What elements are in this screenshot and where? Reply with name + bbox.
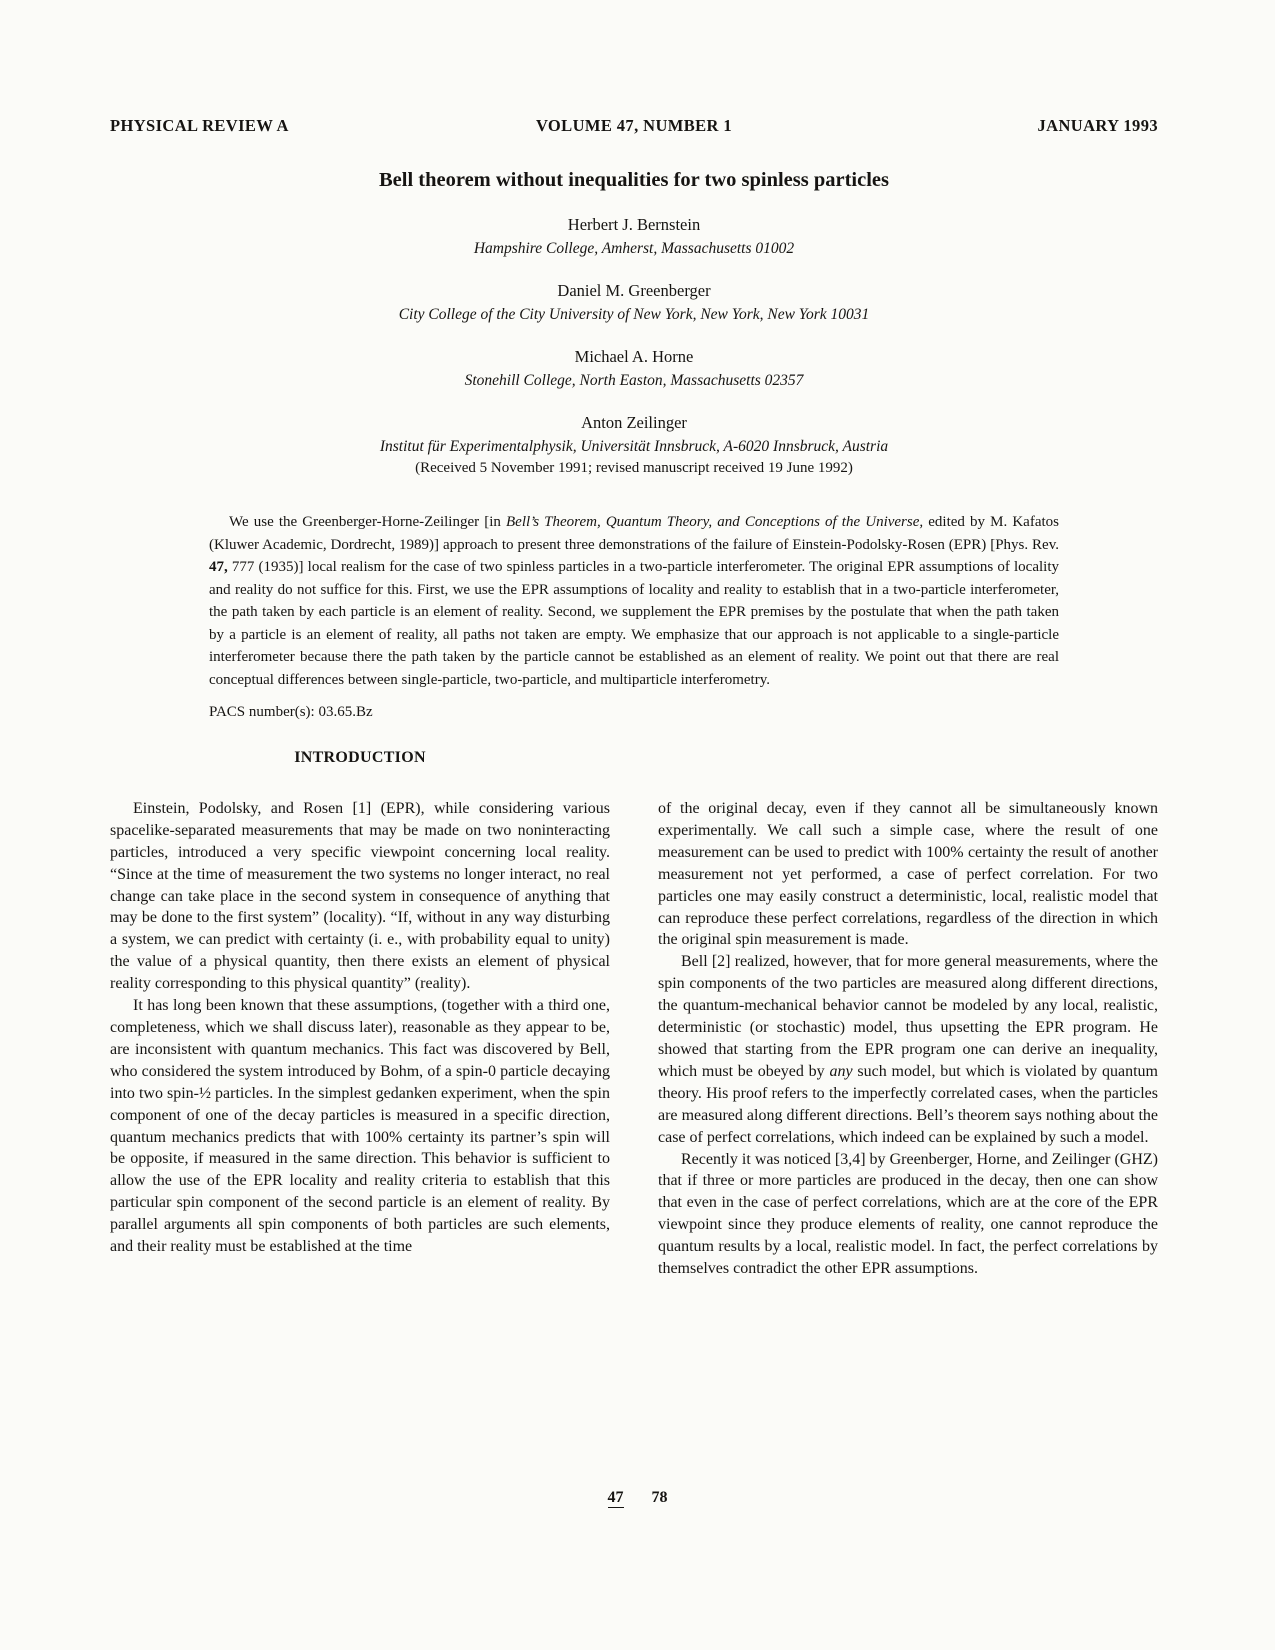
- paragraph: [110, 798, 610, 995]
- paragraph: [658, 951, 1158, 1148]
- author-name: Herbert J. Bernstein: [567, 215, 701, 234]
- author-block: [110, 347, 1158, 390]
- received-line: (Received 5 November 1991; revised manuscript received 19 June 1992): [415, 460, 853, 476]
- author-name: Anton Zeilinger: [581, 413, 687, 432]
- author-affiliation: Stonehill College, North Easton, Massachusetts 02357: [464, 372, 804, 389]
- text-run: It has long been known that these assumptions, (together with a third one, completeness, which we shall discuss later), reasonable as they appear to be, are inconsistent with quantum mechanics. This fact was discovered by Bell, who considered the system introduced by Bohm, of a spin-0 particle decaying into two spin-½ particles. In the simplest gedanken experiment, when the spin component of one of the decay particles is measured in a specific direction, quantum mechanics predicts that with 100% certainty its partner’s spin will be opposite, if measured in the same direction. This behavior is sufficient to allow the use of the EPR locality and reality criteria to establish that this particular spin component of the second particle is an element of reality. By parallel arguments all spin components of both particles are such elements, and their reality must be established at the time: [110, 997, 610, 1256]
- text-run: any: [829, 1062, 853, 1080]
- text-run: 777 (1935)] local realism for the case of two spinless particles in a two-particle interferometer. The original EPR assumptions of locality and reality do not suffice for this. First, we use the EPR assumptions of locality and reality to establish that in a two-particle interferometer, the path taken by each particle is an element of reality. Second, we supplement the EPR premises by the postulate that when the path taken by a particle is an element of reality, all paths not taken are empty. We emphasize that our approach is not applicable to a single-particle interferometer because there the path taken by the particle cannot be established as an element of reality. We point out that there are real conceptual differences between single-particle, two-particle, and multiparticle interferometry.: [209, 559, 1059, 688]
- two-column-body: [110, 747, 1158, 1280]
- paragraph: [110, 995, 610, 1258]
- journal-volume-number: VOLUME 47, NUMBER 1: [535, 116, 733, 135]
- text-run: Einstein, Podolsky, and Rosen [1] (EPR), while considering various spacelike-separated measurements that may be made on two noninteracting particles, introduced a very specific viewpoint concerning local reality. “Since at the time of measurement the two systems no longer interact, no real change can take place in the second system in consequence of anything that may be done to the first system” (locality). “If, without in any way disturbing a system, we can predict with certainty (i. e., with probability equal to unity) the value of a physical quantity, then there exists an element of physical reality corresponding to this physical quantity” (reality).: [110, 799, 610, 993]
- author-affiliation: Hampshire College, Amherst, Massachusetts 01002: [473, 240, 795, 257]
- author-name: Michael A. Horne: [574, 347, 694, 366]
- authors-list: [110, 215, 1158, 456]
- footer-page-number: 78: [651, 1489, 668, 1506]
- right-column: [658, 747, 1158, 1280]
- section-heading-introduction: INTRODUCTION: [294, 749, 426, 766]
- author-affiliation: Institut für Experimentalphysik, Universität Innsbruck, A-6020 Innsbruck, Austria: [379, 438, 889, 455]
- author-block: [110, 413, 1158, 456]
- text-run: such model, but which is violated by quantum theory. His proof refers to the imperfectly correlated cases, when the particles are measured along different directions. Bell’s theorem says nothing about the case of perfect correlations, which indeed can be explained by such a model.: [658, 1062, 1158, 1146]
- paragraph: [209, 511, 1059, 691]
- left-column-text: [110, 798, 610, 1258]
- author-block: [110, 215, 1158, 258]
- left-column: [110, 747, 610, 1280]
- paragraph: [658, 1149, 1158, 1280]
- author-affiliation: City College of the City University of New York, New York, New York 10031: [398, 306, 870, 323]
- right-column-text: [658, 798, 1158, 1280]
- text-run: We use the Greenberger-Horne-Zeilinger [in: [229, 514, 507, 530]
- author-block: [110, 281, 1158, 324]
- footer-volume-number: 47: [607, 1489, 624, 1506]
- text-run: Recently it was noticed [3,4] by Greenberger, Horne, and Zeilinger (GHZ) that if three or more particles are produced in the decay, then one can show that even in the case of perfect correlations, which are at the core of the EPR viewpoint since they produce elements of reality, one cannot reproduce the quantum results by a local, realistic model. In fact, the perfect correlations by themselves contradict the other EPR assumptions.: [658, 1150, 1158, 1278]
- abstract: [209, 511, 1059, 691]
- journal-name: PHYSICAL REVIEW A: [110, 116, 289, 135]
- paragraph: [658, 798, 1158, 951]
- text-run: 47,: [209, 559, 228, 575]
- journal-issue-date: JANUARY 1993: [1037, 116, 1158, 135]
- page-footer: [0, 1489, 1275, 1507]
- pacs-line: PACS number(s): 03.65.Bz: [209, 704, 373, 720]
- journal-header: [110, 116, 1158, 136]
- text-run: of the original decay, even if they cannot all be simultaneously known experimentally. We call such a simple case, where the result of one measurement can be used to predict with 100% certainty the result of another measurement not yet performed, a case of perfect correlation. For two particles one may easily construct a deterministic, local, realistic model that can reproduce these perfect correlations, regardless of the direction in which the original spin measurement is made.: [658, 800, 1158, 949]
- paper-title: Bell theorem without inequalities for two spinless particles: [378, 169, 890, 191]
- text-run: edited by M. Kafatos (Kluwer Academic, Dordrecht, 1989)] approach to present three demonstrations of the failure of Einstein-Podolsky-Rosen (EPR) [Phys. Rev.: [209, 514, 1060, 553]
- text-run: Bell’s Theorem, Quantum Theory, and Conceptions of the Universe,: [506, 514, 924, 530]
- author-name: Daniel M. Greenberger: [557, 281, 711, 300]
- text-run: Bell [2] realized, however, that for more general measurements, where the spin components of the two particles are measured along different directions, the quantum-mechanical behavior cannot be modeled by any local, realistic, deterministic (or stochastic) model, thus upsetting the EPR program. He showed that starting from the EPR program one can derive an inequality, which must be obeyed by: [658, 953, 1158, 1080]
